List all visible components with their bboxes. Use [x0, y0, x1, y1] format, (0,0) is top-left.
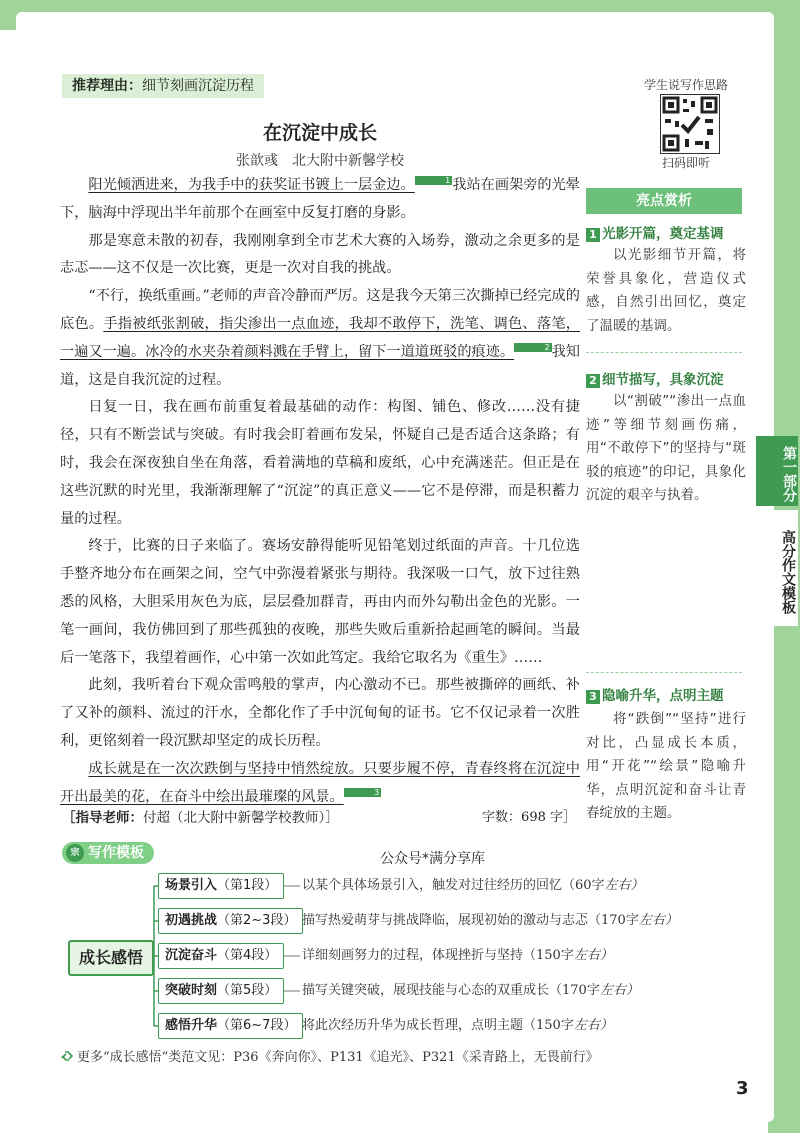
stage-desc-text: 详细刻画努力的过程，体现挫折与坚持（150字	[302, 948, 574, 963]
footnote-marker: 3	[344, 788, 381, 797]
highlight-text-1: 以光影细节开篇，将荣誉具象化，营造仪式感，自然引出回忆，奠定了温暖的基调。	[586, 247, 746, 334]
stage-desc-2	[302, 909, 678, 933]
wechat-watermark: 公众号*满分享库	[380, 851, 485, 867]
stage-desc-suffix: 左右）	[573, 948, 613, 963]
stage-label: 沉淀奋斗	[165, 948, 218, 963]
highlights-header: 亮点赏析	[586, 188, 742, 214]
stage-label: 初遇挑战	[165, 913, 218, 928]
essay-sentence: 我站在画架旁的光晕下，脑海中浮现出半年前那个在画室中反复打磨的身影。	[60, 177, 580, 221]
link-icon	[60, 1050, 74, 1062]
stage-desc-text: 描写热爱萌芽与挑战降临，展现初始的激动与志忑（170字	[302, 913, 639, 928]
more-essays-text: 更多“成长感悟”类范文见：P36《奔向你》、P131《追光》、P321《采青路上，无畏前行》	[77, 1050, 599, 1065]
highlight-title-text: 隐喻升华，点明主题	[602, 688, 724, 704]
stage-node-4	[158, 978, 284, 1004]
essay-sentence: 成长就是在一次次跌倒与坚持中悄然绽放。只要步履不停，青春终将在沉淀中开出最美的花，在奋斗中绘出最璀璨的风景。	[60, 760, 580, 805]
essay-sentence: 阳光倾洒进来，为我手中的获奖证书镀上一层金边。	[88, 177, 415, 193]
essay-sentence: 我知道，这是自我沉淀的过程。	[60, 343, 580, 388]
teacher-label: ［指导老师：	[62, 810, 143, 826]
highlight-text-2: 以“割破”“渗出一点血迹”等细节刻画伤痛，用“不敢停下”的坚持与“斑驳的痕迹”的印记，具象化沉淀的艰辛与执着。	[586, 393, 746, 503]
stage-desc-text: 描写关键突破，展现技能与心态的双重成长（170字	[302, 983, 600, 998]
essay-sentence: “不行，换纸重画。”老师的声音冷静而严厉。这是我今天第三次撕掉已经完成的底色。	[60, 288, 580, 332]
stage-node-3	[158, 943, 284, 969]
essay-paragraph-4: 日复一日，我在画布前重复着最基础的动作：构图、铺色、修改……没有捷径，只有不断尝试与突破。有时我会盯着画布发呆，怀疑自己是否适合这条路；有时，我会在深夜独自坐在角落，看着满地的草稿和废纸，心中充满迷茫。但正是在这些沉默的时光里，我渐渐理解了“沉淀”的真正意义——它不是停滞，而是积蓄力量的过程。	[60, 399, 580, 527]
stage-paragraph: （第6~7段）	[217, 1018, 297, 1033]
section-tab-topic[interactable]: 高分作文模板	[756, 510, 798, 626]
page-number: 3	[736, 1078, 749, 1099]
highlight-title-text: 光影开篇，奠定基调	[602, 226, 724, 242]
highlight-number: 1	[586, 228, 600, 242]
template-badge-icon: 宗	[66, 844, 84, 862]
footnote-marker: 2	[514, 343, 551, 352]
stage-paragraph: （第4段）	[217, 948, 278, 963]
teacher-text: 付超（北大附中新馨学校教师）］	[143, 810, 339, 826]
stage-node-2	[158, 908, 303, 934]
stage-desc-suffix: 左右）	[604, 878, 644, 893]
section-tab-part[interactable]: 第一部分	[756, 436, 798, 506]
highlight-number: 2	[586, 374, 600, 388]
qr-subcaption: 扫码即听	[661, 156, 710, 170]
essay-sentence: 手指被纸张割破，指尖渗出一点血迹，我却不敢停下，洗笔、调色、落笔，一遍又一遍。冰冷的水夹杂着颜料溅在手臂上，留下一道道斑驳的痕迹。	[60, 315, 580, 360]
stage-label: 突破时刻	[165, 983, 218, 998]
recommend-reason-label: 推荐理由：	[72, 78, 142, 94]
stage-desc-5	[302, 1014, 613, 1038]
stage-desc-text: 以某个具体场景引入，触发对过往经历的回忆（60字	[302, 878, 605, 893]
stage-node-5	[158, 1013, 303, 1039]
stage-paragraph: （第1段）	[217, 878, 278, 893]
template-root-node: 成长感悟	[68, 940, 154, 976]
stage-desc-suffix: 左右）	[573, 1018, 613, 1033]
stage-desc-suffix: 左右）	[638, 913, 678, 928]
stage-label: 感悟升华	[165, 1018, 218, 1033]
stage-desc-3	[302, 944, 613, 968]
stage-label: 场景引入	[165, 878, 218, 893]
word-count: 字数：698 字］	[482, 810, 576, 825]
stage-desc-text: 将此次经历升华为成长哲理，点明主题（150字	[302, 1018, 574, 1033]
highlight-text-3: 将“跌倒”“坚持”进行对比，凸显成长本质，用“开花”“绘景”隐喻升华，点明沉淀和奋斗让青春绽放的主题。	[586, 711, 746, 821]
essay-title: 在沉淀中成长	[262, 122, 377, 144]
highlight-number: 3	[586, 690, 600, 704]
essay-paragraph-5: 终于，比赛的日子来临了。赛场安静得能听见铅笔划过纸面的声音。十几位选手整齐地分布在画架之间，空气中弥漫着紧张与期待。我深吸一口气，放下过往熟悉的风格，大胆采用灰色为底，层层叠加群青，再由内而外勾勒出金色的光影。一笔一画间，我仿佛回到了那些孤独的夜晚，那些失败后重新拾起画笔的瞬间。当最后一笔落下，我望着画作，心中第一次如此笃定。我给它取名为《重生》……	[60, 538, 580, 666]
more-essays-line	[60, 1046, 599, 1065]
stage-paragraph: （第5段）	[217, 983, 278, 998]
highlight-title-text: 细节描写，具象沉淀	[602, 372, 724, 388]
essay-author: 张歆彧 北大附中新馨学校	[236, 153, 404, 169]
qr-caption: 学生说写作思路	[643, 78, 728, 92]
stage-paragraph: （第2~3段）	[217, 913, 297, 928]
stage-node-1	[158, 873, 284, 899]
recommend-reason-text: 细节刻画沉淀历程	[142, 78, 254, 94]
stage-desc-1	[302, 874, 644, 898]
template-header-text: 写作模板	[88, 845, 144, 861]
stage-desc-4	[302, 979, 639, 1003]
essay-paragraph-2: 那是寒意未散的初春，我刚刚拿到全市艺术大赛的入场券，激动之余更多的是志忑——这不仅是一次比赛，更是一次对自我的挑战。	[60, 232, 580, 277]
essay-paragraph-6: 此刻，我听着台下观众雷鸣般的掌声，内心激动不已。那些被撕碎的画纸、补了又补的颜料、流过的汗水，全都化作了手中沉甸甸的证书。它不仅记录着一次胜利，更铭刻着一段沉默却坚定的成长历程。	[60, 677, 580, 749]
footnote-marker: 1	[415, 176, 452, 185]
stage-desc-suffix: 左右）	[599, 983, 639, 998]
